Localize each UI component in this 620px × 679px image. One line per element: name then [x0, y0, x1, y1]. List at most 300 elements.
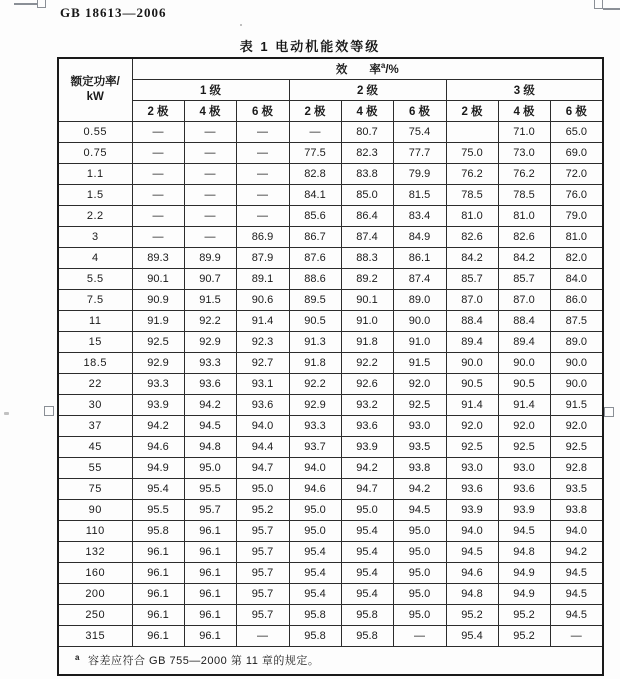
efficiency-value-cell: 93.9 [498, 499, 550, 520]
efficiency-value-cell: — [132, 205, 184, 226]
efficiency-value-cell: 90.5 [289, 310, 341, 331]
rated-power-cell: 15 [58, 331, 132, 352]
rated-power-cell: 2.2 [58, 205, 132, 226]
efficiency-value-cell: 81.0 [498, 205, 550, 226]
table-row [58, 352, 603, 373]
efficiency-value-cell: 93.0 [498, 457, 550, 478]
efficiency-value-cell: 92.3 [236, 331, 289, 352]
efficiency-label-right: 率 [369, 63, 381, 76]
efficiency-value-cell: 95.4 [341, 562, 393, 583]
table-row [58, 562, 603, 583]
efficiency-value-cell: 82.0 [550, 247, 603, 268]
efficiency-value-cell: — [132, 163, 184, 184]
efficiency-value-cell: 95.2 [498, 604, 550, 625]
efficiency-value-cell: 93.6 [498, 478, 550, 499]
efficiency-label-left: 效 [335, 63, 348, 76]
efficiency-value-cell: 93.3 [289, 415, 341, 436]
table-row [58, 436, 603, 457]
efficiency-value-cell: 96.1 [132, 541, 184, 562]
efficiency-value-cell: — [184, 121, 236, 142]
footnote-text: 容差应符合 GB 755—2000 第 11 章的规定。 [87, 655, 320, 668]
efficiency-value-cell: 88.3 [341, 247, 393, 268]
efficiency-value-cell: 89.5 [289, 289, 341, 310]
efficiency-value-cell: 77.5 [289, 142, 341, 163]
efficiency-value-cell: 91.4 [446, 394, 498, 415]
efficiency-value-cell: 95.8 [341, 604, 393, 625]
efficiency-value-cell: 82.6 [498, 226, 550, 247]
efficiency-value-cell: 65.0 [550, 121, 603, 142]
table-body [58, 121, 603, 646]
efficiency-value-cell: 92.0 [393, 373, 446, 394]
efficiency-value-cell: 94.7 [236, 457, 289, 478]
efficiency-value-cell: 78.5 [446, 184, 498, 205]
efficiency-value-cell: 96.1 [184, 583, 236, 604]
rated-power-cell: 7.5 [58, 289, 132, 310]
efficiency-value-cell: 82.3 [341, 142, 393, 163]
scan-mark [603, 8, 620, 10]
efficiency-value-cell: 87.4 [393, 268, 446, 289]
efficiency-value-cell: 81.0 [446, 205, 498, 226]
rated-power-cell: 4 [58, 247, 132, 268]
table-row [58, 184, 603, 205]
efficiency-value-cell: 91.3 [289, 331, 341, 352]
efficiency-value-cell: 95.7 [236, 541, 289, 562]
efficiency-value-cell: 95.4 [289, 583, 341, 604]
efficiency-value-cell: 95.8 [289, 604, 341, 625]
scan-mark [604, 407, 614, 417]
power-column-header [58, 58, 132, 121]
efficiency-value-cell: 95.0 [393, 604, 446, 625]
efficiency-value-cell: 90.6 [236, 289, 289, 310]
document-number: GB 18613—2006 [60, 5, 167, 20]
efficiency-value-cell: 93.6 [184, 373, 236, 394]
efficiency-value-cell: 85.7 [498, 268, 550, 289]
efficiency-value-cell: — [236, 163, 289, 184]
rated-power-cell: 30 [58, 394, 132, 415]
efficiency-value-cell: — [184, 226, 236, 247]
efficiency-value-cell: 73.0 [498, 142, 550, 163]
efficiency-value-cell: 90.0 [393, 310, 446, 331]
pole-header: 2 极 [132, 100, 184, 121]
efficiency-value-cell: 96.1 [132, 562, 184, 583]
efficiency-value-cell: 76.2 [446, 163, 498, 184]
efficiency-value-cell: 95.0 [393, 541, 446, 562]
efficiency-value-cell: 91.5 [393, 352, 446, 373]
efficiency-value-cell: — [550, 625, 603, 646]
efficiency-value-cell: 91.5 [184, 289, 236, 310]
efficiency-value-cell: 95.0 [184, 457, 236, 478]
efficiency-value-cell: 95.7 [184, 499, 236, 520]
efficiency-value-cell: 85.0 [341, 184, 393, 205]
efficiency-value-cell: 92.2 [184, 310, 236, 331]
efficiency-value-cell: 94.6 [446, 562, 498, 583]
rated-power-cell: 0.55 [58, 121, 132, 142]
pole-header: 2 极 [446, 100, 498, 121]
table-row [58, 499, 603, 520]
efficiency-value-cell: 85.7 [446, 268, 498, 289]
efficiency-value-cell: 95.7 [236, 562, 289, 583]
efficiency-value-cell: — [184, 163, 236, 184]
efficiency-value-cell: 92.9 [184, 331, 236, 352]
efficiency-value-cell: 83.4 [393, 205, 446, 226]
efficiency-value-cell: 87.9 [236, 247, 289, 268]
efficiency-value-cell: 95.2 [446, 604, 498, 625]
efficiency-value-cell: 93.9 [446, 499, 498, 520]
efficiency-value-cell: 88.6 [289, 268, 341, 289]
table-title: 表 1 电动机能效等级 [239, 39, 381, 54]
rated-power-cell: 5.5 [58, 268, 132, 289]
power-header-line2: kW [86, 90, 104, 103]
efficiency-value-cell: 90.0 [550, 373, 603, 394]
efficiency-value-cell: 79.0 [550, 205, 603, 226]
efficiency-value-cell: 90.5 [498, 373, 550, 394]
scan-speck [4, 412, 9, 415]
efficiency-value-cell: 91.8 [341, 331, 393, 352]
table-row [58, 457, 603, 478]
efficiency-value-cell: 92.8 [550, 457, 603, 478]
efficiency-value-cell: 92.0 [498, 415, 550, 436]
rated-power-cell: 160 [58, 562, 132, 583]
efficiency-value-cell: — [132, 142, 184, 163]
efficiency-value-cell: 92.5 [498, 436, 550, 457]
efficiency-value-cell: — [236, 205, 289, 226]
efficiency-value-cell: 94.5 [550, 583, 603, 604]
table-row [58, 121, 603, 142]
efficiency-value-cell [446, 121, 498, 142]
table-row [58, 604, 603, 625]
efficiency-value-cell: — [184, 184, 236, 205]
efficiency-value-cell: 96.1 [132, 583, 184, 604]
scan-mark [37, 0, 46, 8]
efficiency-value-cell: 90.1 [132, 268, 184, 289]
efficiency-value-cell: 69.0 [550, 142, 603, 163]
footnote-marker: a [75, 652, 80, 662]
efficiency-value-cell: 93.6 [446, 478, 498, 499]
table-row [58, 163, 603, 184]
efficiency-value-cell: 89.0 [393, 289, 446, 310]
header-row-efficiency [58, 58, 603, 79]
rated-power-cell: 22 [58, 373, 132, 394]
efficiency-value-cell: 94.2 [341, 457, 393, 478]
efficiency-value-cell: 89.2 [341, 268, 393, 289]
efficiency-value-cell: 94.2 [184, 394, 236, 415]
scan-mark [594, 0, 603, 9]
efficiency-value-cell: 87.5 [550, 310, 603, 331]
efficiency-value-cell: 94.9 [498, 583, 550, 604]
efficiency-value-cell: 85.6 [289, 205, 341, 226]
efficiency-value-cell: 95.0 [236, 478, 289, 499]
efficiency-value-cell: 92.0 [550, 415, 603, 436]
table-row [58, 247, 603, 268]
efficiency-value-cell: 82.6 [446, 226, 498, 247]
rated-power-cell: 55 [58, 457, 132, 478]
efficiency-value-cell: — [236, 625, 289, 646]
efficiency-value-cell: — [236, 184, 289, 205]
scan-speck [240, 24, 242, 26]
efficiency-value-cell: 93.8 [393, 457, 446, 478]
rated-power-cell: 132 [58, 541, 132, 562]
efficiency-value-cell: 90.5 [446, 373, 498, 394]
efficiency-value-cell: 95.5 [132, 499, 184, 520]
efficiency-value-cell: 87.0 [498, 289, 550, 310]
efficiency-value-cell: 92.0 [446, 415, 498, 436]
efficiency-value-cell: 94.2 [550, 541, 603, 562]
table-header [58, 58, 603, 121]
grade-2-header: 2 级 [289, 79, 446, 100]
efficiency-value-cell: 92.2 [289, 373, 341, 394]
pole-header: 6 极 [550, 100, 603, 121]
efficiency-value-cell: 92.7 [236, 352, 289, 373]
efficiency-header [132, 58, 603, 79]
efficiency-value-cell: 90.1 [341, 289, 393, 310]
table-row [58, 289, 603, 310]
pole-header: 6 极 [236, 100, 289, 121]
efficiency-value-cell: 93.5 [393, 436, 446, 457]
efficiency-value-cell: 87.0 [446, 289, 498, 310]
efficiency-value-cell: 86.9 [236, 226, 289, 247]
table-row [58, 226, 603, 247]
table-row [58, 520, 603, 541]
rated-power-cell: 0.75 [58, 142, 132, 163]
efficiency-value-cell: 80.7 [341, 121, 393, 142]
table-row [58, 625, 603, 646]
efficiency-value-cell: 96.1 [184, 604, 236, 625]
efficiency-value-cell: 90.9 [132, 289, 184, 310]
efficiency-grade-table [57, 57, 604, 676]
efficiency-value-cell: 95.4 [289, 562, 341, 583]
efficiency-value-cell: 90.0 [550, 352, 603, 373]
efficiency-value-cell: 89.9 [184, 247, 236, 268]
efficiency-value-cell: 95.0 [289, 499, 341, 520]
efficiency-value-cell: 71.0 [498, 121, 550, 142]
efficiency-value-cell: 95.4 [446, 625, 498, 646]
efficiency-value-cell: 93.9 [132, 394, 184, 415]
efficiency-value-cell: 90.7 [184, 268, 236, 289]
table-row [58, 373, 603, 394]
efficiency-value-cell: 87.6 [289, 247, 341, 268]
efficiency-value-cell: 86.7 [289, 226, 341, 247]
efficiency-value-cell: 93.3 [132, 373, 184, 394]
table-row [58, 415, 603, 436]
efficiency-value-cell: 92.9 [132, 352, 184, 373]
efficiency-value-cell: 93.2 [341, 394, 393, 415]
table-row [58, 310, 603, 331]
efficiency-unit: /% [385, 63, 399, 76]
efficiency-value-cell: 94.5 [184, 415, 236, 436]
efficiency-value-cell: 84.9 [393, 226, 446, 247]
efficiency-value-cell: 94.0 [236, 415, 289, 436]
efficiency-value-cell: 95.4 [341, 541, 393, 562]
efficiency-value-cell: 89.1 [236, 268, 289, 289]
efficiency-value-cell: 94.0 [289, 457, 341, 478]
header-row-grades [58, 79, 603, 100]
efficiency-value-cell: — [289, 121, 341, 142]
efficiency-value-cell: 79.9 [393, 163, 446, 184]
efficiency-value-cell: — [236, 142, 289, 163]
efficiency-value-cell: 86.1 [393, 247, 446, 268]
efficiency-value-cell: 93.3 [184, 352, 236, 373]
efficiency-value-cell: 91.0 [341, 310, 393, 331]
rated-power-cell: 45 [58, 436, 132, 457]
rated-power-cell: 315 [58, 625, 132, 646]
efficiency-footnote-superscript: a [380, 60, 386, 70]
efficiency-value-cell: 94.7 [341, 478, 393, 499]
rated-power-cell: 250 [58, 604, 132, 625]
efficiency-value-cell: 95.0 [393, 583, 446, 604]
efficiency-value-cell: 83.8 [341, 163, 393, 184]
efficiency-value-cell: 96.1 [184, 541, 236, 562]
efficiency-value-cell: 88.4 [498, 310, 550, 331]
efficiency-value-cell: — [132, 184, 184, 205]
efficiency-value-cell: 94.6 [132, 436, 184, 457]
efficiency-value-cell: 94.6 [289, 478, 341, 499]
efficiency-value-cell: 93.5 [550, 478, 603, 499]
efficiency-value-cell: 95.0 [393, 562, 446, 583]
efficiency-value-cell: 95.8 [132, 520, 184, 541]
efficiency-value-cell: 84.2 [498, 247, 550, 268]
rated-power-cell: 110 [58, 520, 132, 541]
efficiency-value-cell: 95.0 [341, 499, 393, 520]
efficiency-value-cell: 94.2 [393, 478, 446, 499]
table-row [58, 583, 603, 604]
pole-header: 4 极 [341, 100, 393, 121]
grade-1-header: 1 级 [132, 79, 289, 100]
efficiency-value-cell: 94.2 [132, 415, 184, 436]
efficiency-value-cell: 88.4 [446, 310, 498, 331]
table-row [58, 205, 603, 226]
pole-header: 4 极 [184, 100, 236, 121]
efficiency-value-cell: 94.8 [498, 541, 550, 562]
efficiency-value-cell: 95.4 [341, 583, 393, 604]
efficiency-value-cell: 82.8 [289, 163, 341, 184]
efficiency-value-cell: 91.0 [393, 331, 446, 352]
efficiency-value-cell: 92.9 [289, 394, 341, 415]
efficiency-value-cell: 75.0 [446, 142, 498, 163]
scan-mark [14, 3, 38, 5]
rated-power-cell: 18.5 [58, 352, 132, 373]
efficiency-value-cell: 94.8 [184, 436, 236, 457]
efficiency-value-cell: 93.6 [341, 415, 393, 436]
efficiency-value-cell: 93.1 [236, 373, 289, 394]
efficiency-value-cell: 95.8 [289, 625, 341, 646]
efficiency-value-cell: 94.0 [550, 520, 603, 541]
efficiency-value-cell: 81.5 [393, 184, 446, 205]
efficiency-value-cell: 86.4 [341, 205, 393, 226]
efficiency-value-cell: 95.4 [289, 541, 341, 562]
efficiency-value-cell: 91.4 [498, 394, 550, 415]
efficiency-value-cell: 91.4 [236, 310, 289, 331]
header-row-poles [58, 100, 603, 121]
efficiency-value-cell: 72.0 [550, 163, 603, 184]
efficiency-value-cell: 94.5 [393, 499, 446, 520]
efficiency-value-cell: 96.1 [132, 625, 184, 646]
power-header-line1: 额定功率/ [70, 76, 120, 89]
efficiency-value-cell: 95.2 [236, 499, 289, 520]
efficiency-value-cell: — [132, 226, 184, 247]
rated-power-cell: 3 [58, 226, 132, 247]
efficiency-value-cell: 93.0 [393, 415, 446, 436]
efficiency-value-cell: — [132, 121, 184, 142]
efficiency-value-cell: 93.8 [550, 499, 603, 520]
scan-mark [44, 406, 54, 416]
efficiency-value-cell: 84.2 [446, 247, 498, 268]
pole-header: 2 极 [289, 100, 341, 121]
efficiency-value-cell: 89.3 [132, 247, 184, 268]
efficiency-value-cell: 94.0 [446, 520, 498, 541]
efficiency-value-cell: 92.6 [341, 373, 393, 394]
efficiency-value-cell: — [184, 142, 236, 163]
efficiency-value-cell: 95.4 [341, 520, 393, 541]
footnote-cell [58, 646, 603, 675]
pole-header: 4 极 [498, 100, 550, 121]
efficiency-value-cell: 92.5 [446, 436, 498, 457]
grade-3-header: 3 级 [446, 79, 603, 100]
rated-power-cell: 1.1 [58, 163, 132, 184]
efficiency-value-cell: 95.7 [236, 520, 289, 541]
efficiency-value-cell: 94.4 [236, 436, 289, 457]
efficiency-value-cell: 93.7 [289, 436, 341, 457]
footnote-row [58, 646, 603, 675]
efficiency-value-cell: 90.0 [446, 352, 498, 373]
table-row [58, 394, 603, 415]
table-row [58, 541, 603, 562]
efficiency-value-cell: 95.0 [393, 520, 446, 541]
efficiency-value-cell: — [236, 121, 289, 142]
efficiency-value-cell: 92.2 [341, 352, 393, 373]
efficiency-value-cell: 91.8 [289, 352, 341, 373]
efficiency-value-cell: 94.5 [550, 562, 603, 583]
table-row [58, 331, 603, 352]
efficiency-value-cell: 94.5 [550, 604, 603, 625]
efficiency-value-cell: 87.4 [341, 226, 393, 247]
efficiency-value-cell: 94.5 [498, 520, 550, 541]
efficiency-value-cell: 94.8 [446, 583, 498, 604]
efficiency-value-cell: 95.7 [236, 583, 289, 604]
efficiency-value-cell: 95.4 [132, 478, 184, 499]
efficiency-value-cell: 84.1 [289, 184, 341, 205]
efficiency-value-cell: 94.9 [498, 562, 550, 583]
efficiency-value-cell: 96.1 [132, 604, 184, 625]
efficiency-value-cell: 78.5 [498, 184, 550, 205]
table-row [58, 478, 603, 499]
efficiency-value-cell: 75.4 [393, 121, 446, 142]
efficiency-value-cell: 76.2 [498, 163, 550, 184]
efficiency-value-cell: 93.0 [446, 457, 498, 478]
efficiency-value-cell: 93.6 [236, 394, 289, 415]
table-row [58, 268, 603, 289]
efficiency-value-cell: 77.7 [393, 142, 446, 163]
efficiency-value-cell: — [184, 205, 236, 226]
efficiency-value-cell: 90.0 [498, 352, 550, 373]
efficiency-value-cell: 89.4 [446, 331, 498, 352]
rated-power-cell: 75 [58, 478, 132, 499]
efficiency-value-cell: 92.5 [132, 331, 184, 352]
efficiency-value-cell: 93.9 [341, 436, 393, 457]
efficiency-value-cell: 91.9 [132, 310, 184, 331]
efficiency-value-cell: 94.9 [132, 457, 184, 478]
efficiency-value-cell: 91.5 [550, 394, 603, 415]
efficiency-value-cell: 95.5 [184, 478, 236, 499]
efficiency-value-cell: 84.0 [550, 268, 603, 289]
efficiency-value-cell: 95.8 [341, 625, 393, 646]
efficiency-value-cell: 89.4 [498, 331, 550, 352]
rated-power-cell: 1.5 [58, 184, 132, 205]
efficiency-value-cell: 96.1 [184, 625, 236, 646]
efficiency-value-cell: — [393, 625, 446, 646]
efficiency-value-cell: 89.0 [550, 331, 603, 352]
efficiency-value-cell: 95.7 [236, 604, 289, 625]
rated-power-cell: 37 [58, 415, 132, 436]
